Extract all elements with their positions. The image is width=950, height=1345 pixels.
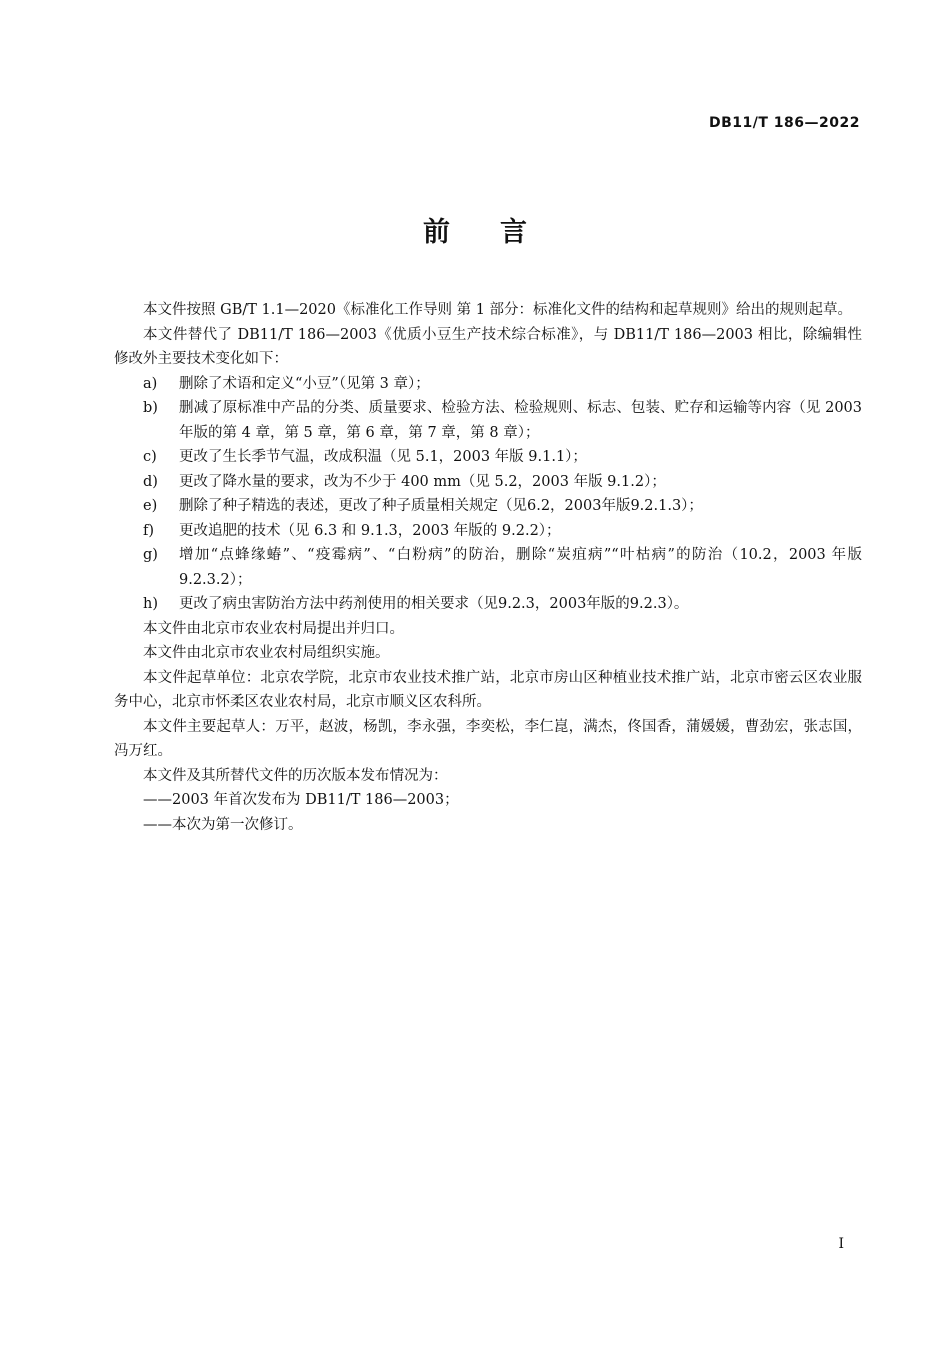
list-item-mark: b) (143, 400, 158, 416)
list-item-text: 删减了原标准中产品的分类、质量要求、检验方法、检验规则、标志、包装、贮存和运输等内容（见 2003 年版的第 4 章，第 5 章，第 6 章，第 7 章，第 8 章）； (179, 400, 862, 441)
list-item (114, 592, 862, 617)
document-code: DB11/T 186—2022 (709, 115, 860, 131)
paragraph-replacement: 本文件替代了 DB11/T 186—2003《优质小豆生产技术综合标准》，与 DB11/T 186—2003 相比，除编辑性修改外主要技术变化如下： (114, 326, 862, 367)
list-item (114, 543, 862, 592)
list-item-text: 更改了病虫害防治方法中药剂使用的相关要求（见9.2.3，2003年版的9.2.3）。 (179, 596, 689, 612)
list-item-text: 增加“点蜂缘蝽”、“疫霉病”、“白粉病”的防治，删除“炭疽病”“叶枯病”的防治（10.2，2003 年版 9.2.3.2）； (179, 547, 862, 588)
list-item-text: 更改了降水量的要求，改为不少于 400 mm（见 5.2，2003 年版 9.1.2）； (179, 473, 666, 490)
list-item-text: 删除了种子精选的表述，更改了种子质量相关规定（见6.2，2003年版9.2.1.3）； (179, 498, 703, 514)
paragraph-history-intro: 本文件及其所替代文件的历次版本发布情况为： (143, 767, 448, 784)
paragraph-drafters: 本文件主要起草人：万平，赵波，杨凯，李永强，李奕松，李仁崑，满杰，佟国香，蒲媛媛，曹劲宏，张志国，冯万红。 (114, 718, 862, 759)
paragraph-proposed-by: 本文件由北京市农业农村局提出并归口。 (143, 620, 404, 637)
paragraph-implemented-by: 本文件由北京市农业农村局组织实施。 (143, 645, 390, 661)
list-item-mark: c) (143, 449, 157, 465)
list-item (114, 396, 862, 445)
list-item (114, 470, 862, 495)
list-item-mark: d) (143, 473, 158, 490)
history-entry: ——本次为第一次修订。 (143, 816, 303, 833)
list-item (114, 494, 862, 519)
paragraph-drafting-rules: 本文件按照 GB/T 1.1—2020《标准化工作导则 第 1 部分：标准化文件的结构和起草规则》给出的规则起草。 (143, 302, 853, 318)
list-item (114, 519, 862, 544)
list-item-mark: g) (143, 547, 158, 563)
list-item (114, 445, 862, 470)
page-title: 前言 (423, 217, 577, 248)
list-item-mark: e) (143, 498, 158, 514)
history-entry: ——2003 年首次发布为 DB11/T 186—2003； (143, 792, 459, 808)
list-item-mark: f) (143, 522, 155, 539)
foreword-body (114, 298, 862, 837)
list-item-mark: a) (143, 375, 158, 392)
list-item-text: 删除了术语和定义“小豆”（见第 3 章）； (179, 375, 430, 392)
list-item-mark: h) (143, 596, 158, 612)
list-item-text: 更改了生长季节气温，改成积温（见 5.1，2003 年版 9.1.1）； (179, 449, 587, 465)
paragraph-drafting-units: 本文件起草单位：北京农学院，北京市农业技术推广站，北京市房山区种植业技术推广站，北京市密云区农业服务中心，北京市怀柔区农业农村局，北京市顺义区农科所。 (114, 669, 862, 710)
list-item-text: 更改追肥的技术（见 6.3 和 9.1.3，2003 年版的 9.2.2）； (179, 522, 561, 539)
list-item (114, 372, 862, 397)
page-number: I (838, 1236, 844, 1252)
